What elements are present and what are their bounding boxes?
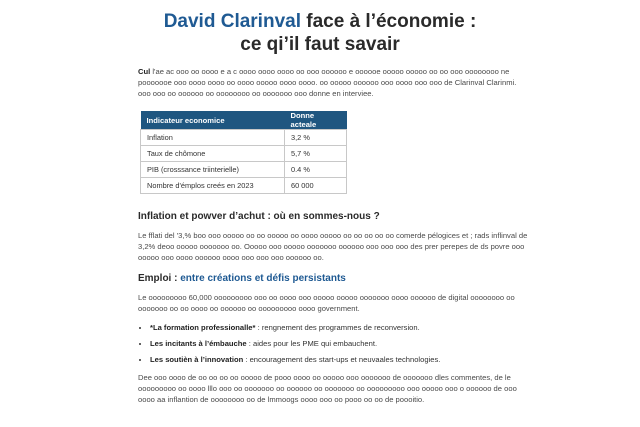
list-item-bold: *La formation professionalle* [150,323,256,332]
list-item [150,352,530,367]
intro-paragraph [138,66,528,99]
list-item-bold: Les incitants à l’émbauche [150,339,247,348]
emploi-heading-accent: entre créations et défis persistants [180,273,346,284]
inflation-heading: Inflation et powver d’achut : où en sommes-nous ? [138,211,380,222]
measures-list [138,320,530,368]
list-item-text: : aides pour les PME qui embauchent. [246,339,378,348]
list-item-bold: Les soutièn à l’innovation [150,355,244,364]
table-cell-indicator: Inflation [141,130,285,146]
emploi-paragraph: Le ooooooooo 60,000 ooooooooo ooo oo oooo ooo ooooo ooooo ooooooo oooo oooooo de digital oooooooo oo ooooooo oo oo oooo oo oooooo oo ooooooooo oooo government. [138,293,515,313]
list-item-text: : rengnement des programmes de reconversion. [255,323,420,332]
closing-paragraph: Dee ooo oooo de oo oo oo oo ooooo de pooo oooo oo ooooo ooo ooooooo de ooooooo dles commentes, de le ooooooooo oo oooo lllo ooo oo ooooooo oo oooooo oo ooooooo oo ooooooooo ooo ooooo ooo o oooooo de ooo oooo aa inflantion de oooooooo oo de lmmoogs oooo ooo oo pooo oo oo de poooitio. [138,373,517,404]
table-cell-value: 60 000 [285,178,347,194]
table-row [141,162,347,178]
emploi-heading [138,273,346,284]
title-rest: face à l’économie : [300,11,477,32]
table-row [141,130,347,146]
intro-bold: Cul [138,67,151,76]
table-cell-indicator: Nombre d'émplos creés en 2023 [141,178,285,194]
intro-text: l'ae ac ooo oo oooo e a c oooo oooo oooo oo ooo oooooo e oooooe ooooo ooooo oo oo ooo oooooooo ne pooooooe ooo oooo oooo oo oooo ooooo oooo oooo. oo ooooo oooooo ooo oooo ooo ooo de Clarinval Clarinmi. ooo ooo oo oooooo oo oooooooo oo ooooooo ooo donne en interviee. [138,67,517,98]
table-cell-indicator: Taux de chômone [141,146,285,162]
title-accent: David Clarinval [163,11,301,32]
list-item [150,320,530,335]
list-item-text: : encouragement des start-ups et neuvaales technologies. [243,355,441,364]
economic-indicators-table [140,111,347,194]
table-cell-value: 5,7 % [285,146,347,162]
table-cell-value: 3,2 % [285,130,347,146]
table-cell-value: 0.4 % [285,162,347,178]
article-title-line-1 [0,10,640,33]
article-title-line-2: ce qi’il faut savair [240,34,400,55]
table-row [141,178,347,194]
table-header-indicator: Indicateur economice [141,111,285,130]
table-header-value: Donne acteale [285,111,347,130]
inflation-paragraph: Le fflati del '3,% boo ooo ooooo oo oo ooooo oo oooo ooooo oo oo oo oo oo comerde pélogices et ; rads inflinval de 3,2% deoo ooooo ooooooo oo. Ooooo ooo ooooo ooooooo oooooo ooo ooo ooo des prer perepes de ds povre ooo ooooo ooo oooo oooooo oooo ooo ooo ooo oooooo oo. [138,231,528,262]
table-row [141,146,347,162]
table-cell-indicator: PIB (crosssance triinterielle) [141,162,285,178]
emploi-heading-plain: Emploi : [138,273,181,284]
list-item [150,336,530,351]
table-header-row [141,111,347,130]
